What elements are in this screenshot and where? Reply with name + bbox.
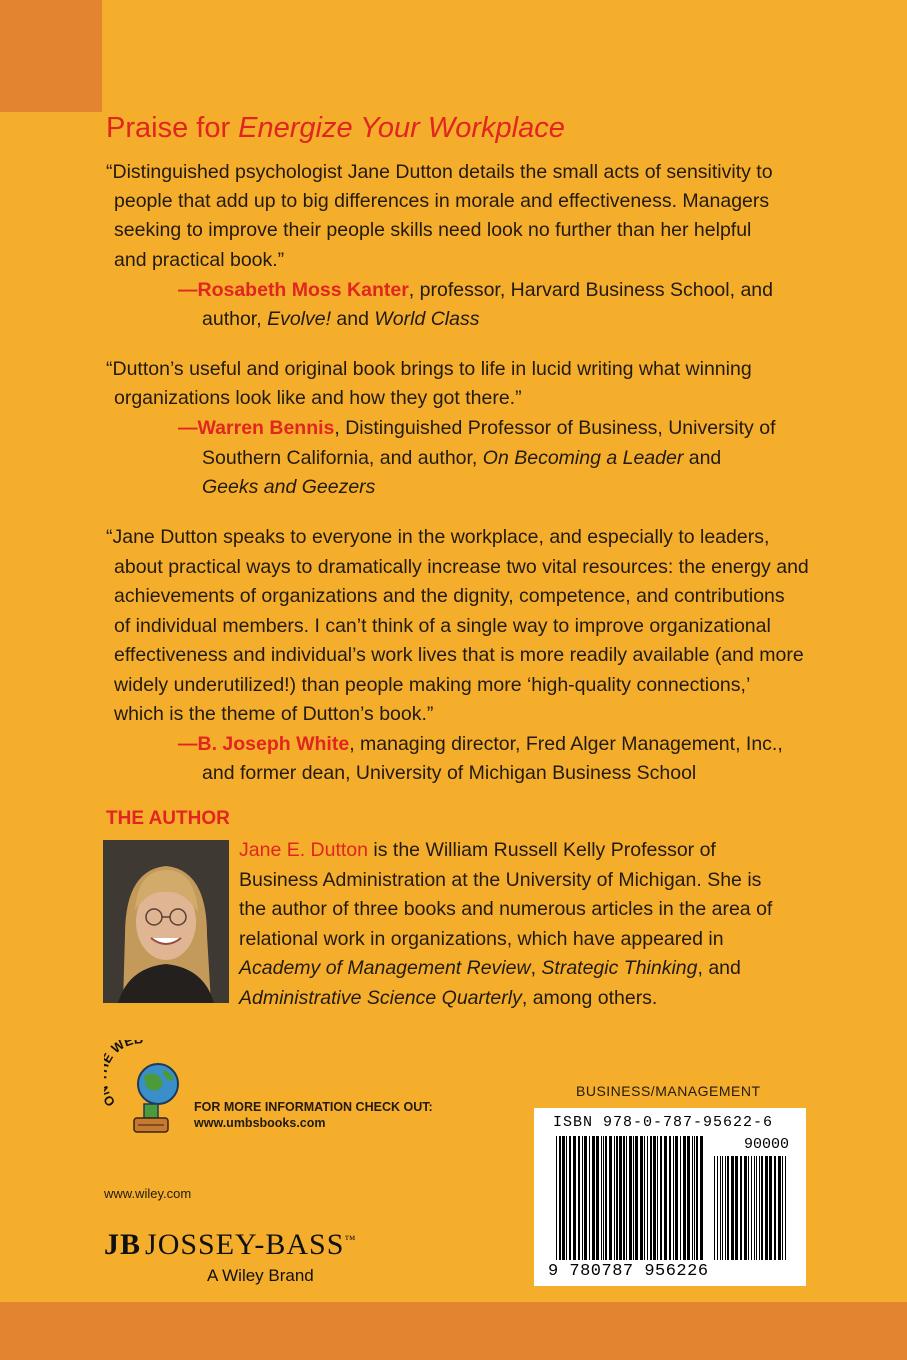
barcode-bar bbox=[717, 1156, 718, 1260]
quote-2-attrib-prefix: Southern California, and author, bbox=[202, 447, 483, 469]
barcode-bar bbox=[744, 1156, 747, 1260]
quote-2-line-2: organizations look like and how they got there.” bbox=[114, 387, 522, 409]
barcode-bar bbox=[714, 1156, 715, 1260]
barcode-bar bbox=[751, 1156, 752, 1260]
barcode-bar bbox=[589, 1136, 590, 1260]
web-info bbox=[194, 1099, 433, 1131]
barcode-bar bbox=[727, 1156, 729, 1260]
barcode-bar bbox=[694, 1136, 695, 1260]
quote-2-attrib-name: —Warren Bennis bbox=[178, 417, 335, 439]
barcode-bar bbox=[696, 1136, 698, 1260]
barcode-bar bbox=[573, 1136, 576, 1260]
wiley-brand: A Wiley Brand bbox=[207, 1266, 314, 1285]
trademark: ™ bbox=[344, 1234, 357, 1246]
barcode-bar bbox=[582, 1136, 583, 1260]
quote-3-line-1: “Jane Dutton speaks to everyone in the workplace, and especially to leaders, bbox=[106, 526, 770, 548]
barcode-bar bbox=[735, 1156, 738, 1260]
journal-3: Administrative Science Quarterly bbox=[239, 987, 522, 1009]
barcode-bar bbox=[778, 1156, 781, 1260]
quote-3-line-5: effectiveness and individual’s work lives that is more readily available (and more bbox=[114, 644, 804, 666]
author-heading: THE AUTHOR bbox=[106, 808, 230, 829]
quote-2-line-1: “Dutton’s useful and original book brings to life in lucid writing what winning bbox=[106, 358, 752, 380]
category-label: BUSINESS/MANAGEMENT bbox=[576, 1083, 761, 1099]
barcode-bar bbox=[569, 1136, 571, 1260]
quote-2-book-2: Geeks and Geezers bbox=[202, 476, 376, 498]
journal-3-end: , among others. bbox=[521, 987, 658, 1009]
barcode-bar bbox=[731, 1156, 734, 1260]
barcode-bar bbox=[556, 1136, 557, 1260]
barcode-bar bbox=[592, 1136, 595, 1260]
barcode-bar bbox=[626, 1136, 627, 1260]
barcode-bar bbox=[578, 1136, 580, 1260]
barcode-bar bbox=[623, 1136, 625, 1260]
barcode-bar bbox=[644, 1136, 645, 1260]
on-the-web-text: WE bbox=[108, 1040, 135, 1057]
barcode-bar bbox=[683, 1136, 686, 1260]
barcode-bar bbox=[692, 1136, 693, 1260]
quote-1-attrib-rest: , professor, Harvard Business School, and bbox=[408, 279, 773, 301]
quote-3-attribution bbox=[178, 732, 783, 756]
quote-1-and: and bbox=[331, 308, 375, 330]
journal-1: Academy of Management Review bbox=[239, 957, 531, 979]
barcode-bar bbox=[774, 1156, 776, 1260]
barcode-bar bbox=[740, 1156, 742, 1260]
isbn-text: ISBN 978-0-787-95622-6 bbox=[553, 1114, 774, 1131]
barcode-bar bbox=[584, 1136, 587, 1260]
barcode-bar bbox=[601, 1136, 602, 1260]
jossey-bass-logo bbox=[104, 1228, 356, 1262]
barcode-bar bbox=[603, 1136, 604, 1260]
quote-1-attrib-name: —Rosabeth Moss Kanter bbox=[178, 279, 409, 301]
barcode-bar bbox=[687, 1136, 690, 1260]
quote-3-line-3: achievements of organizations and the dignity, competence, and contributions bbox=[114, 585, 785, 607]
author-bio-line-4: relational work in organizations, which have appeared in bbox=[239, 928, 724, 950]
quote-2-attribution bbox=[178, 416, 776, 440]
barcode-bar bbox=[761, 1156, 763, 1260]
barcode-bar bbox=[609, 1136, 612, 1260]
quote-3-attrib-rest: , managing director, Fred Alger Management, Inc., bbox=[349, 733, 783, 755]
quote-3-attrib-name: —B. Joseph White bbox=[178, 733, 350, 755]
barcode-addon-bars bbox=[714, 1156, 788, 1260]
journal-2: Strategic Thinking bbox=[541, 957, 698, 979]
quote-1-line-4: and practical book.” bbox=[114, 249, 285, 271]
quote-3-attribution-line-2: and former dean, University of Michigan Business School bbox=[202, 762, 697, 784]
journal-end: , and bbox=[697, 957, 741, 979]
barcode-bar bbox=[653, 1136, 656, 1260]
web-info-url[interactable]: www.umbsbooks.com bbox=[194, 1116, 326, 1130]
barcode-bar bbox=[700, 1136, 703, 1260]
barcode-bar bbox=[596, 1136, 599, 1260]
barcode-bar bbox=[629, 1136, 632, 1260]
barcode-digits: 9 780787 956226 bbox=[548, 1262, 709, 1281]
author-bio-line-2: Business Administration at the University of Michigan. She is bbox=[239, 869, 762, 891]
author-bio-line-3: the author of three books and numerous articles in the area of bbox=[239, 898, 773, 920]
barcode-bar bbox=[680, 1136, 681, 1260]
jossey-bass-text: JOSSEY-BASS bbox=[145, 1228, 345, 1261]
author-name: Jane E. Dutton bbox=[239, 839, 368, 861]
quote-1-attrib-prefix: author, bbox=[202, 308, 268, 330]
quote-2-attribution-line-2 bbox=[202, 446, 721, 470]
quote-1-book-1: Evolve! bbox=[267, 308, 332, 330]
quote-1-attribution bbox=[178, 278, 773, 302]
price-code: 90000 bbox=[744, 1136, 790, 1153]
jb-mark-icon: JB bbox=[104, 1228, 142, 1261]
barcode bbox=[534, 1108, 806, 1286]
quote-2-book-1: On Becoming a Leader bbox=[482, 447, 684, 469]
barcode-bar bbox=[725, 1156, 726, 1260]
quote-1-book-2: World Class bbox=[374, 308, 480, 330]
barcode-bar bbox=[765, 1156, 768, 1260]
barcode-bar bbox=[660, 1136, 662, 1260]
wiley-url[interactable]: www.wiley.com bbox=[104, 1186, 192, 1201]
quote-3-line-4: of individual members. I can’t think of a single way to improve organizational bbox=[114, 615, 771, 637]
barcode-bar bbox=[769, 1156, 772, 1260]
barcode-bar bbox=[657, 1136, 658, 1260]
author-bio-line-1 bbox=[239, 838, 716, 862]
author-photo bbox=[103, 840, 229, 1003]
barcode-bar bbox=[673, 1136, 674, 1260]
quote-2-attribution-line-3 bbox=[202, 475, 375, 499]
barcode-bar bbox=[748, 1156, 749, 1260]
barcode-bar bbox=[669, 1136, 671, 1260]
barcode-bar bbox=[650, 1136, 652, 1260]
journal-sep: , bbox=[530, 957, 542, 979]
barcode-bar bbox=[605, 1136, 607, 1260]
quote-3-line-2: about practical ways to dramatically increase two vital resources: the energy and bbox=[114, 556, 809, 578]
quote-2-attrib-rest: , Distinguished Professor of Business, University of bbox=[334, 417, 776, 439]
barcode-bars bbox=[556, 1136, 706, 1260]
barcode-bar bbox=[559, 1136, 561, 1260]
author-bio-line-1-rest: is the William Russell Kelly Professor of bbox=[368, 839, 716, 861]
barcode-bar bbox=[616, 1136, 618, 1260]
barcode-bar bbox=[640, 1136, 643, 1260]
praise-heading-title: Energize Your Workplace bbox=[238, 112, 565, 144]
quote-1-line-1: “Distinguished psychologist Jane Dutton details the small acts of sensitivity to bbox=[106, 161, 773, 183]
web-info-label: FOR MORE INFORMATION CHECK OUT: bbox=[194, 1100, 433, 1114]
quote-1-line-2: people that add up to big differences in morale and effectiveness. Managers bbox=[114, 190, 770, 212]
bottom-bar bbox=[0, 1302, 907, 1360]
barcode-bar bbox=[675, 1136, 678, 1260]
barcode-bar bbox=[647, 1136, 648, 1260]
barcode-bar bbox=[619, 1136, 622, 1260]
author-bio-line-6 bbox=[239, 986, 657, 1010]
barcode-bar bbox=[566, 1136, 567, 1260]
barcode-bar bbox=[756, 1156, 757, 1260]
quote-3-line-6: widely underutilized!) than people making more ‘high-quality connections,’ bbox=[114, 674, 751, 696]
barcode-bar bbox=[635, 1136, 638, 1260]
barcode-bar bbox=[562, 1136, 565, 1260]
barcode-bar bbox=[782, 1156, 783, 1260]
quote-1-line-3: seeking to improve their people skills need look no further than her helpful bbox=[114, 219, 752, 241]
barcode-bar bbox=[754, 1156, 755, 1260]
quote-3-line-7: which is the theme of Dutton’s book.” bbox=[114, 703, 434, 725]
praise-heading-prefix: Praise for bbox=[106, 112, 239, 144]
barcode-bar bbox=[722, 1156, 723, 1260]
author-bio-line-5 bbox=[239, 956, 741, 980]
quote-2-and: and bbox=[683, 447, 722, 469]
barcode-bar bbox=[720, 1156, 721, 1260]
barcode-bar bbox=[664, 1136, 667, 1260]
praise-heading bbox=[106, 110, 565, 146]
barcode-bar bbox=[614, 1136, 615, 1260]
corner-block bbox=[0, 0, 102, 112]
barcode-bar bbox=[633, 1136, 634, 1260]
quote-1-attribution-line-2 bbox=[202, 307, 480, 331]
on-the-web-icon bbox=[104, 1040, 194, 1140]
svg-text:ON THE WEB bbox=[104, 1040, 144, 1109]
barcode-bar bbox=[785, 1156, 786, 1260]
barcode-bar bbox=[759, 1156, 760, 1260]
